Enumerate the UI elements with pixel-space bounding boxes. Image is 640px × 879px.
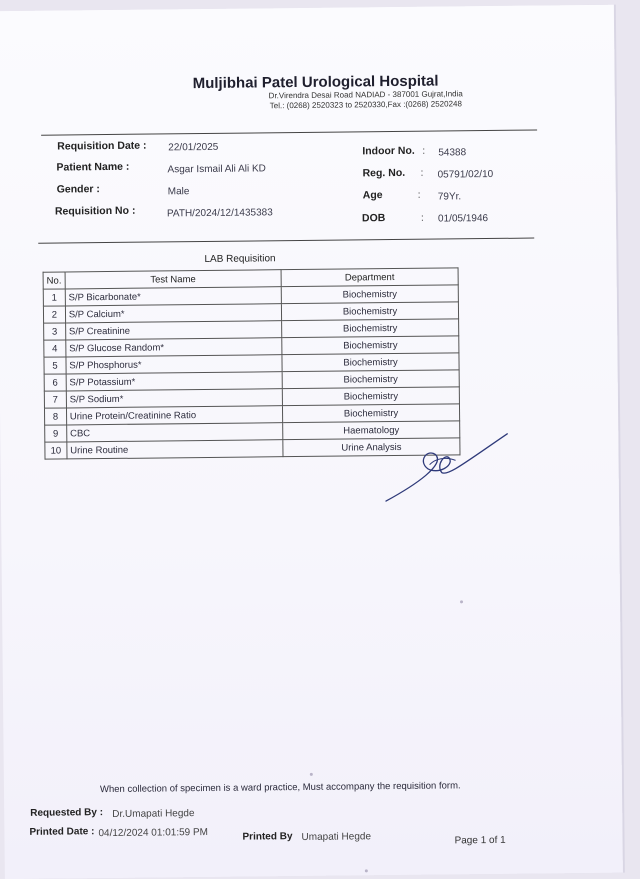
hospital-header: [0, 71, 615, 114]
reg-no-label: Reg. No.: [362, 166, 406, 180]
handwritten-signature: [375, 424, 526, 516]
row-department: Biochemistry: [282, 404, 459, 423]
row-no: 4: [44, 340, 66, 357]
row-department: Biochemistry: [282, 319, 459, 338]
header-no: No.: [43, 272, 65, 289]
row-no: 1: [43, 289, 65, 306]
row-test-name: Urine Routine: [67, 440, 283, 459]
indoor-no-label: Indoor No.: [362, 144, 415, 158]
row-test-name: S/P Potassium*: [66, 372, 282, 391]
row-no: 6: [44, 374, 66, 391]
row-test-name: CBC: [66, 423, 282, 442]
paper-speck: [365, 869, 368, 872]
hospital-name: Muljibhai Patel Urological Hospital: [192, 72, 439, 93]
row-test-name: S/P Bicarbonate*: [65, 287, 281, 306]
row-test-name: S/P Phosphorus*: [66, 355, 282, 374]
printed-date-label: Printed Date :: [29, 826, 95, 838]
gender-label: Gender :: [56, 183, 100, 196]
row-no: 10: [45, 442, 67, 459]
age-colon: :: [417, 189, 421, 201]
age-value: 79Yr.: [437, 191, 462, 203]
indoor-no-colon: :: [422, 145, 426, 157]
page-number: Page 1 of 1: [454, 834, 506, 847]
dob-label: DOB: [361, 212, 386, 225]
printed-date-value: 04/12/2024 01:01:59 PM: [98, 826, 209, 840]
header-department: Department: [281, 268, 458, 287]
row-test-name: S/P Sodium*: [66, 389, 282, 408]
requested-by-label: Requested By :: [30, 807, 104, 819]
row-no: 5: [44, 357, 66, 374]
row-department: Biochemistry: [281, 302, 458, 321]
row-test-name: S/P Creatinine: [65, 321, 281, 340]
row-test-name: S/P Calcium*: [65, 304, 281, 323]
requisition-page: [0, 5, 623, 879]
row-department: Biochemistry: [282, 387, 459, 406]
row-department: Urine Analysis: [283, 438, 460, 457]
reg-no-value: 05791/02/10: [437, 168, 494, 181]
hospital-address: Dr.Virendra Desai Road NADIAD - 387001 Gujrat,India: [268, 89, 463, 101]
printed-by-value: Umapati Hegde: [301, 831, 372, 844]
printed-by-label: Printed By: [242, 831, 293, 843]
row-no: 3: [44, 323, 66, 340]
paper-speck: [460, 600, 463, 603]
row-no: 2: [43, 306, 65, 323]
row-test-name: S/P Glucose Random*: [66, 338, 282, 357]
dob-value: 01/05/1946: [437, 213, 489, 225]
patient-name-label: Patient Name :: [56, 160, 130, 174]
reg-no-colon: :: [420, 167, 424, 179]
row-department: Biochemistry: [281, 285, 458, 304]
lab-requisition-title: LAB Requisition: [204, 253, 276, 265]
info-divider: [38, 238, 534, 244]
row-no: 7: [44, 391, 66, 408]
patient-name-value: Asgar Ismail Ali Ali KD: [167, 163, 266, 176]
header-divider: [41, 130, 537, 136]
paper-speck: [310, 773, 313, 776]
row-no: 9: [45, 425, 67, 442]
row-department: Biochemistry: [282, 336, 459, 355]
row-test-name: Urine Protein/Creatinine Ratio: [66, 406, 282, 425]
requisition-date-value: 22/01/2025: [168, 141, 219, 154]
gender-value: Male: [167, 186, 190, 198]
row-department: Biochemistry: [282, 353, 459, 372]
requested-by-value: Dr.Umapati Hegde: [112, 808, 195, 820]
age-label: Age: [362, 189, 383, 202]
dob-colon: :: [420, 212, 424, 224]
indoor-no-value: 54388: [438, 147, 467, 159]
requisition-no-label: Requisition No :: [54, 204, 136, 218]
collection-note: When collection of specimen is a ward practice, Must accompany the requisition form.: [99, 780, 461, 796]
row-no: 8: [44, 408, 66, 425]
requisition-no-value: PATH/2024/12/1435383: [166, 207, 273, 220]
header-test-name: Test Name: [65, 270, 281, 289]
requisition-date-label: Requisition Date :: [57, 139, 147, 153]
row-department: Biochemistry: [282, 370, 459, 389]
hospital-phone: Tel.: (0268) 2520323 to 2520330,Fax :(0268) 2520248: [269, 99, 462, 111]
row-department: Haematology: [283, 421, 460, 440]
